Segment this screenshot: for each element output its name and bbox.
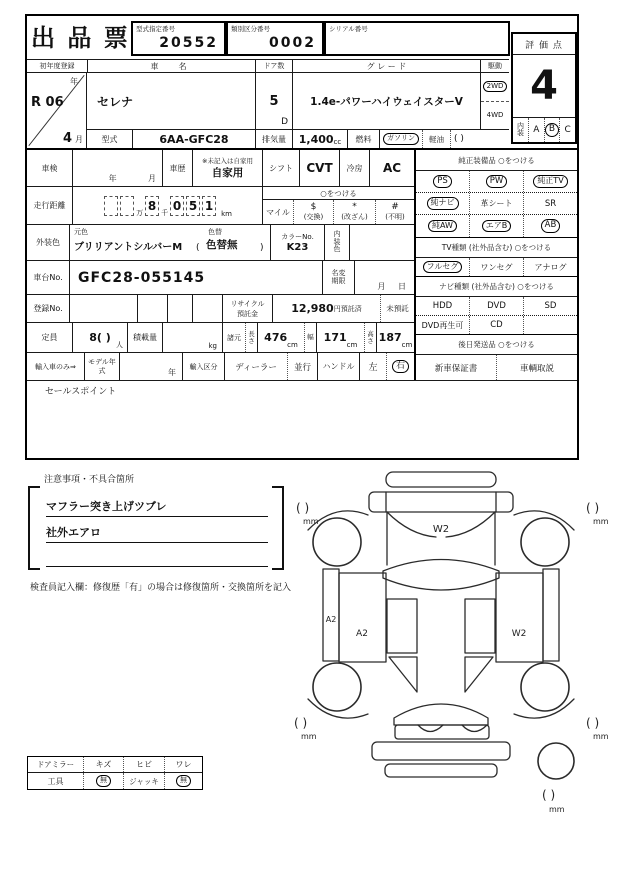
row-color: [27, 224, 414, 260]
row-registration: [27, 294, 414, 322]
rear-window-shape: [394, 704, 488, 725]
damage-mark-front-glass: W2: [432, 524, 450, 535]
tools-label: 工具: [47, 776, 64, 786]
length-label-cell: [245, 323, 257, 352]
recycle-label-line2: 預託金: [237, 309, 258, 318]
bracket-rear-right: ( ): [586, 716, 600, 730]
tools-none: [83, 773, 123, 789]
break-label: ワレ: [164, 757, 202, 772]
mm-rear-right: mm: [593, 732, 609, 741]
meter-flags-block: [262, 187, 414, 224]
mm-spare: mm: [549, 805, 565, 814]
color-no-label: カラーNo.: [281, 233, 314, 241]
circle-note: ○をつける: [263, 187, 414, 200]
color-change-paren-l: (: [196, 243, 200, 253]
equip-leather: [469, 193, 523, 214]
rear-right-fender: [514, 699, 574, 718]
displacement-value: 1,400: [298, 132, 334, 146]
notes-header: 注意事項・不具合箇所: [44, 475, 135, 485]
recycle-not-deposited: 未預託: [380, 295, 414, 322]
damage-mark-left-door: A2: [356, 629, 368, 639]
equip-sr: [523, 193, 577, 214]
right-door: [496, 573, 543, 662]
class-category-no-label: 類別区分番号: [231, 25, 270, 33]
drive-2wd: [481, 73, 509, 102]
unknown-flag: [375, 200, 414, 224]
warranty-book-text: 新車保証書: [434, 363, 478, 374]
damage-mark-left-sill: A2: [325, 615, 337, 624]
rear-left-fender: [308, 699, 368, 718]
reg-year-unit: 年: [70, 77, 78, 86]
fuel-label: 燃料: [347, 130, 379, 148]
tools-table: [27, 756, 203, 790]
reg-month-unit: 月: [75, 135, 83, 144]
mm-rear-left: mm: [301, 732, 317, 741]
width-unit: cm: [346, 341, 358, 349]
auction-form: [25, 14, 579, 460]
equip-aw-text: 純AW: [428, 220, 457, 232]
navi-row-1: [416, 296, 577, 315]
fuel-gasoline: [379, 130, 422, 148]
front-bumper-outer: [386, 472, 496, 487]
height-unit: cm: [401, 341, 413, 349]
drive-cell: [480, 73, 509, 129]
rear-left-wheel: [313, 663, 361, 711]
base-color-value: ブリリアントシルバーM: [74, 242, 183, 253]
interior-color-label: 内装色: [333, 230, 341, 254]
height-cell: [376, 323, 414, 352]
equipment-header: 純正装備品 ○をつける: [416, 148, 577, 170]
displacement-unit: cc: [333, 138, 342, 146]
recycle-amount-cell: [272, 295, 380, 322]
mm-front-right: mm: [593, 517, 609, 526]
row-spec: [27, 322, 414, 352]
equip-airbag: [469, 215, 523, 237]
evaluation-score: 4: [530, 63, 558, 109]
name-change-month: 月: [377, 282, 386, 291]
evaluation-block: [511, 32, 577, 144]
name-change-day: 日: [398, 282, 406, 291]
displacement-label: 排気量: [255, 130, 292, 148]
interior-color-value-cell: [349, 225, 414, 260]
odo-digit-3: 0: [170, 196, 184, 216]
tampered-symbol: *: [352, 202, 357, 212]
tools-none-text: 無: [96, 775, 111, 786]
replaced-text: (交換): [303, 213, 324, 221]
owner-manual: [496, 355, 577, 380]
base-color-label: 元色: [74, 228, 88, 236]
navi-sd: [523, 297, 577, 315]
odometer-cell: [72, 187, 262, 224]
notes-bracket-right: [272, 486, 284, 570]
rear-bumper-outer: [372, 742, 510, 760]
capacity-unit: 人: [116, 341, 123, 349]
notes-line-1: マフラー突き上げツブレ: [46, 498, 268, 517]
navi-cd-text: CD: [490, 320, 503, 330]
tv-analog-text: アナログ: [534, 262, 567, 272]
serial-no-label: シリアル番号: [329, 25, 368, 33]
shift-label: シフト: [262, 150, 299, 186]
tools-row-2: [28, 772, 202, 789]
serial-no-box: [324, 21, 510, 56]
history-note: ※未記入は自家用: [202, 157, 253, 165]
front-right-fender: [514, 511, 574, 530]
mile-flag: マイル: [266, 207, 290, 217]
handle-right-text: 右: [392, 360, 409, 374]
shaken-label: 車検: [41, 163, 58, 173]
odo-digit-5: 1: [202, 196, 216, 216]
fuel-diesel: [422, 130, 450, 148]
odo-km-unit: km: [221, 210, 232, 218]
paint-cell: [69, 225, 270, 260]
handle-right: [386, 353, 414, 380]
tv-oneseg-text: ワンセグ: [480, 262, 513, 272]
equip-tv-text: 純正TV: [533, 175, 567, 187]
registration-blank-4: [192, 295, 222, 322]
rear-right-wheel: [521, 663, 569, 711]
odo-digit-4: 5: [186, 196, 200, 216]
vehicle-row: [87, 73, 509, 129]
doors-cell: [255, 73, 292, 129]
interior-grade-a: [528, 118, 544, 142]
class-category-no-value: 0002: [269, 35, 316, 51]
rear-pillar-right: [465, 657, 493, 692]
bracket-front-left: ( ): [296, 501, 310, 515]
load-label: 積載量: [127, 323, 162, 352]
model-designation-no-label: 型式指定番号: [136, 25, 175, 33]
inspector-note: 検査員記入欄：修復歴「有」の場合は修復箇所・交換箇所を記入: [30, 583, 292, 593]
unknown-text: (不明): [385, 213, 405, 221]
history-label: 車歴: [162, 150, 192, 186]
right-sill: [543, 569, 559, 661]
jack-none-text: 無: [176, 775, 191, 786]
reg-year-value: R 06: [31, 95, 64, 110]
shaken-date-cell: [72, 150, 162, 186]
capacity-cell: [72, 323, 127, 352]
registration-blank-1: [69, 295, 137, 322]
chassis-label: 車台No.: [33, 273, 63, 282]
front-bumper-inner: [369, 492, 513, 512]
registration-label: 登録No.: [33, 304, 63, 313]
length-label: 長さ: [248, 329, 255, 345]
rear-pillar-left: [389, 657, 417, 692]
navi-blank: [523, 316, 577, 334]
recycle-label-cell: [222, 295, 272, 322]
length-unit: cm: [287, 341, 298, 349]
navi-type-header: ナビ種類 (社外品含む) ○をつける: [416, 276, 577, 296]
row-inspection: [27, 148, 414, 186]
drive-4wd: [481, 102, 509, 130]
model-designation-no-value: 20552: [159, 35, 218, 51]
history-value: 自家用: [211, 167, 244, 179]
meter-flags-row: [263, 200, 414, 224]
width-cell: [316, 323, 364, 352]
later-shipment-row: [416, 354, 577, 380]
tv-type-header: TV種類 (社外品含む) ○をつける: [416, 237, 577, 257]
import-dealer: ディーラー: [224, 353, 287, 380]
jack-label: ジャッキ: [123, 773, 164, 789]
registration-blank-2: [137, 295, 167, 322]
handle-left: [359, 353, 386, 380]
wiper-arc-right: [446, 512, 495, 537]
equip-ps-text: PS: [433, 175, 452, 188]
equip-pw-text: PW: [486, 175, 508, 188]
evaluation-label: 評 価 点: [513, 34, 575, 55]
navi-row-2: [416, 315, 577, 334]
handle-left-text: 左: [368, 363, 378, 373]
equipment-grid-row-1: [416, 170, 577, 192]
odo-sen-unit: 千: [161, 209, 169, 217]
interior-grade-c: [559, 118, 575, 142]
tv-fullseg: [416, 258, 469, 276]
windshield-roof-shape: [383, 560, 499, 591]
capacity-value: 8( ): [89, 331, 111, 344]
later-shipment-header: 後日発送品 ○をつける: [416, 334, 577, 354]
model-year-label: モデル年式: [88, 358, 116, 375]
sheet-title: 出 品 票: [31, 24, 130, 52]
shift-value: CVT: [299, 150, 339, 186]
tv-type-row: [416, 257, 577, 276]
tv-analog: [523, 258, 577, 276]
mileage-label: 走行距離: [33, 201, 66, 210]
width-label: 幅: [307, 333, 314, 342]
color-no-cell: [270, 225, 324, 260]
name-change-date-cell: [354, 261, 414, 294]
rear-headrest-bumps: [418, 725, 487, 732]
doors-unit: D: [281, 117, 288, 127]
cool-label: 冷房: [339, 150, 369, 186]
navi-hdd: [416, 297, 469, 315]
drive-4wd-text: 4WD: [486, 111, 504, 120]
tools-row-1: [28, 757, 202, 772]
equip-ps: [416, 171, 469, 192]
model-label: 型式: [101, 134, 118, 144]
grade-header: グ レ ー ド: [292, 60, 480, 72]
capacity-label: 定員: [41, 333, 58, 342]
column-header-row: [27, 59, 509, 73]
grade-c-text: C: [564, 125, 571, 135]
door-mirror-label: ドアミラー: [36, 760, 75, 769]
recycle-deposited: 円預託済: [333, 304, 362, 313]
odo-digit-1: [120, 196, 134, 216]
damage-mark-right-door: W2: [511, 629, 527, 639]
model-row: [87, 129, 509, 148]
left-door: [339, 573, 386, 662]
width-label-cell: [304, 323, 316, 352]
import-only-label: 輸入車のみ⇒: [35, 362, 76, 371]
doors-value: 5: [269, 93, 279, 109]
equip-sr-text: SR: [544, 198, 557, 209]
model-year-label-cell: [84, 353, 119, 380]
car-name-header: 車 名: [87, 60, 255, 72]
scratch-label: キズ: [83, 757, 123, 772]
interior-grade-row: [513, 117, 575, 142]
center-box-right: [465, 599, 495, 653]
replaced-symbol: $: [310, 202, 317, 212]
height-value: 187: [378, 331, 402, 344]
fuel-other-paren: ( ): [450, 130, 509, 148]
unknown-symbol: #: [391, 202, 399, 212]
sales-point-label: セールスポイント: [45, 387, 117, 397]
bracket-spare: ( ): [542, 788, 556, 802]
history-cell: [192, 150, 262, 186]
row-chassis: [27, 260, 414, 294]
tampered-text: (改ざん): [341, 213, 368, 221]
first-reg-header: 初年度登録: [39, 62, 75, 70]
interior-grade-b: [544, 118, 560, 142]
cool-value: AC: [369, 150, 414, 186]
interior-label-cell: [513, 118, 528, 142]
center-box-left: [387, 599, 417, 653]
equipment-grid-row-2: [416, 192, 577, 214]
rear-bumper-lower: [385, 764, 497, 777]
handle-label: ハンドル: [317, 353, 359, 380]
equip-airbag-text: エアB: [482, 220, 512, 232]
chassis-value: GFC28-055145: [69, 261, 322, 294]
equipment-panel: [414, 148, 577, 380]
equip-navi-text: 純ナビ: [427, 197, 459, 209]
equip-ab-text: AB: [541, 219, 561, 232]
drive-2wd-text: 2WD: [483, 81, 508, 92]
height-label: 高さ: [367, 329, 374, 345]
shaken-month-unit: 月: [148, 174, 156, 183]
import-parallel: 並行: [287, 353, 317, 380]
spare-tire: [538, 743, 574, 779]
navi-dvd-play-text: DVD再生可: [421, 320, 464, 330]
recycle-label-line1: リサイクル: [230, 299, 265, 308]
height-label-cell: [364, 323, 376, 352]
color-change-value: 色替無: [206, 239, 238, 251]
navi-cd: [469, 316, 523, 334]
equip-leather-text: 革シート: [480, 199, 513, 208]
shaken-year-unit: 年: [108, 174, 117, 183]
mm-front-left: mm: [303, 517, 319, 526]
equip-navi: [416, 193, 469, 214]
recycle-amount: 12,980: [291, 302, 334, 315]
model-year-cell: [119, 353, 182, 380]
owner-manual-text: 車輌取説: [519, 363, 554, 374]
notes-bracket-left: [28, 486, 40, 570]
equip-aw: [416, 215, 469, 237]
exterior-color-label: 外装色: [36, 238, 60, 247]
class-category-no-box: [226, 21, 324, 56]
car-top-view-diagram: [290, 468, 625, 820]
warranty-book: [416, 355, 496, 380]
displacement-cell: [292, 130, 347, 148]
bracket-front-right: ( ): [586, 501, 600, 515]
first-reg-cell: [27, 73, 87, 148]
odo-digit-2: 8: [145, 196, 159, 216]
length-value: 476: [264, 331, 288, 344]
front-left-wheel: [313, 518, 361, 566]
notes-line-3: [46, 550, 268, 567]
navi-dvd-text: DVD: [487, 301, 506, 311]
tv-oneseg: [469, 258, 523, 276]
notes-line-2: 社外エアロ: [46, 524, 268, 543]
name-change-label: 名変期限: [331, 269, 346, 285]
crack-label: ヒビ: [123, 757, 164, 772]
wiper-arc-left: [387, 512, 436, 537]
reg-month-value: 4: [62, 131, 72, 146]
color-change-paren-r: ): [260, 243, 264, 253]
doors-header: ドア数: [255, 60, 292, 72]
drive-header: 駆動: [480, 60, 509, 72]
color-change-label: 色替: [208, 228, 222, 236]
load-unit: kg: [208, 342, 217, 350]
navi-dvd: [469, 297, 523, 315]
model-designation-no-box: [131, 21, 226, 56]
odo-man-unit: 万: [136, 209, 144, 217]
odo-digit-0: [104, 196, 118, 216]
color-no-value: K23: [286, 242, 309, 253]
tampered-flag: [333, 200, 375, 224]
equip-pw: [469, 171, 523, 192]
interior-label: 内装: [517, 121, 524, 137]
equipment-grid-row-3: [416, 214, 577, 237]
sales-point-area: [27, 380, 577, 458]
model-value: 6AA-GFC28: [132, 130, 255, 148]
fuel-gasoline-text: ガソリン: [383, 133, 419, 144]
grade-value: 1.4e-パワーハイウェイスターV: [292, 73, 480, 129]
load-cell: [162, 323, 222, 352]
navi-sd-text: SD: [544, 301, 557, 311]
car-name-value: セレナ: [97, 94, 134, 109]
import-class-label: 輸入区分: [182, 353, 224, 380]
dims-label: 諸元: [222, 323, 245, 352]
width-value: 171: [323, 331, 347, 344]
tv-fullseg-text: フルセグ: [423, 261, 463, 273]
replaced-flag: [293, 200, 333, 224]
fuel-diesel-text: 軽油: [429, 134, 444, 144]
navi-hdd-text: HDD: [432, 301, 453, 311]
registration-blank-3: [167, 295, 192, 322]
bracket-rear-left: ( ): [294, 716, 308, 730]
name-change-cell: [322, 261, 354, 294]
row-mileage: [27, 186, 414, 224]
jack-none: [164, 773, 202, 789]
navi-dvd-play: [416, 316, 469, 334]
front-right-wheel: [521, 518, 569, 566]
interior-color-cell: [324, 225, 349, 260]
row-import: [27, 352, 414, 380]
grade-b-text: B: [545, 123, 559, 137]
equip-ab: [523, 215, 577, 237]
model-year-unit: 年: [168, 368, 176, 377]
grade-a-text: A: [533, 125, 540, 135]
length-cell: [257, 323, 304, 352]
equip-tv: [523, 171, 577, 192]
